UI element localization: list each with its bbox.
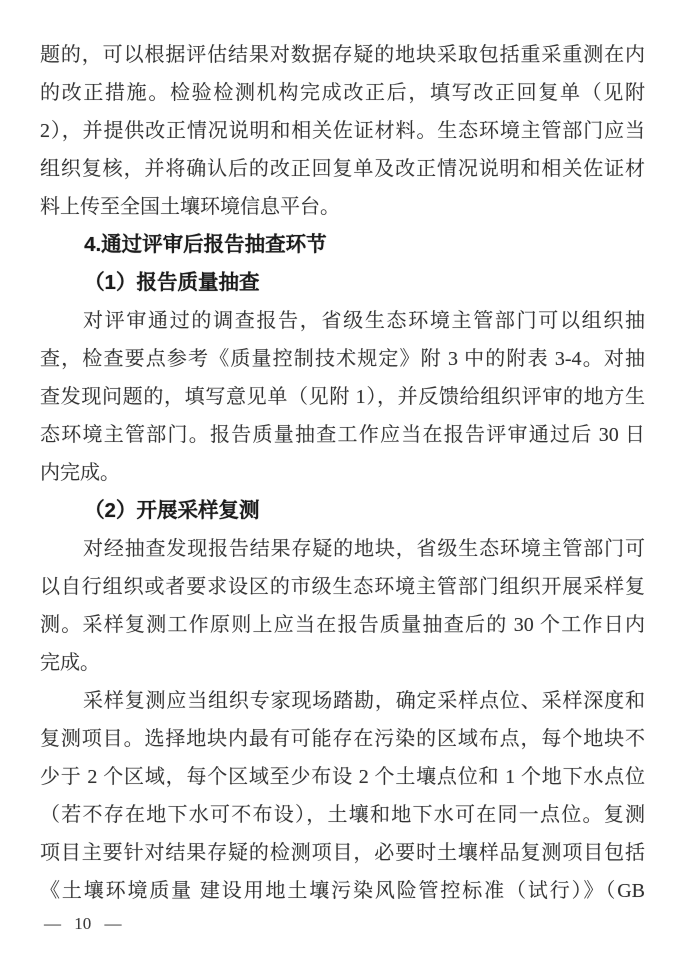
- body-text-line: 2），并提供改正情况说明和相关佐证材料。生态环境主管部门应当: [40, 120, 645, 142]
- body-text-line: 复测项目。选择地块内最有可能存在污染的区域布点，每个地块不: [40, 728, 645, 750]
- body-text-line: 对经抽查发现报告结果存疑的地块，省级生态环境主管部门可: [83, 538, 645, 560]
- body-text-line: 《土壤环境质量 建设用地土壤污染风险管控标准（试行）》（GB: [40, 880, 645, 902]
- body-text-line: 查，检查要点参考《质量控制技术规定》附 3 中的附表 3-4。对抽: [40, 348, 645, 370]
- body-text-line: 的改正措施。检验检测机构完成改正后，填写改正回复单（见附: [40, 82, 645, 104]
- body-text-line: 项目主要针对结果存疑的检测项目，必要时土壤样品复测项目包括: [40, 842, 645, 864]
- document-content: [40, 36, 645, 910]
- body-text-line: 组织复核，并将确认后的改正回复单及改正情况说明和相关佐证材: [40, 158, 645, 180]
- body-text-line: 题的，可以根据评估结果对数据存疑的地块采取包括重采重测在内: [40, 44, 645, 66]
- body-text-line: 以自行组织或者要求设区的市级生态环境主管部门组织开展采样复: [40, 576, 645, 598]
- body-text-line: （若不存在地下水可不布设），土壤和地下水可在同一点位。复测: [40, 804, 645, 826]
- body-text-line: 测。采样复测工作原则上应当在报告质量抽查后的 30 个工作日内: [40, 614, 645, 636]
- section-heading: （2）开展采样复测: [84, 499, 260, 522]
- page-number: — 10 —: [44, 914, 122, 933]
- page-footer: [44, 913, 122, 935]
- body-text-line: 完成。: [40, 652, 100, 674]
- body-text-line: 采样复测应当组织专家现场踏勘，确定采样点位、采样深度和: [83, 690, 645, 712]
- body-text-line: 内完成。: [40, 462, 120, 484]
- section-heading: （1）报告质量抽查: [84, 271, 260, 294]
- body-text-line: 态环境主管部门。报告质量抽查工作应当在报告评审通过后 30 日: [40, 424, 645, 446]
- body-text-line: 少于 2 个区域，每个区域至少布设 2 个土壤点位和 1 个地下水点位: [40, 766, 645, 788]
- body-text-line: 查发现问题的，填写意见单（见附 1），并反馈给组织评审的地方生: [40, 386, 645, 408]
- body-text-line: 对评审通过的调查报告，省级生态环境主管部门可以组织抽: [83, 310, 645, 332]
- section-heading: 4.通过评审后报告抽查环节: [84, 233, 327, 256]
- body-text-line: 料上传至全国土壤环境信息平台。: [40, 196, 340, 218]
